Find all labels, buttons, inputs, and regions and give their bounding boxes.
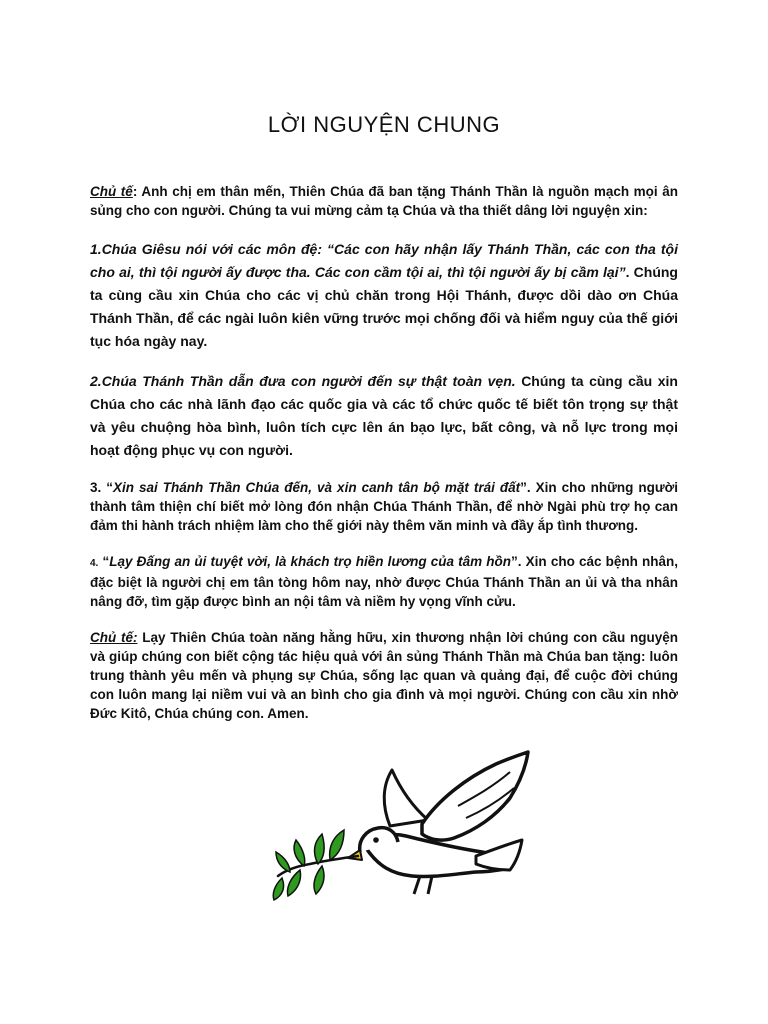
olive-leaf xyxy=(330,830,344,860)
petition-1-lead: Chúa Giêsu nói với các môn đệ: “Các con hãy nhận lấy Thánh Thần, các con tha tội cho ai, thì tội người ấy được tha. Các con cầm tội ai, thì tội người ấy bị cầm lại” xyxy=(90,241,678,280)
dove-with-olive-branch-icon xyxy=(270,748,532,936)
petition-1-text: . Chúng ta cùng cầu xin Chúa cho các vị chủ chăn trong Hội Thánh, được dồi dào ơn Chúa Thánh Thần, để các ngài luôn kiên vững trước mọi chống đối và hiểm nguy của thế giới tục hóa ngày nay. xyxy=(90,264,678,349)
document-page xyxy=(90,0,678,723)
olive-leaf xyxy=(315,834,325,864)
petition-4-text: ”. Xin cho các bệnh nhân, đặc biệt là người chị em tân tòng hôm nay, nhờ được Chúa Thánh Thần an ủi và tha nhân nâng đỡ, tìm gặp được bình an nội tâm và niềm hy vọng vĩnh cửu. xyxy=(90,554,678,609)
closing-speaker: Chủ tế: xyxy=(90,630,138,645)
dove-drawing xyxy=(273,752,528,900)
petition-2-text: Chúng ta cùng cầu xin Chúa cho các nhà lãnh đạo các quốc gia và các tổ chức quốc tế biết tôn trọng sự thật và yêu chuộng hòa bình, luôn tích cực lên án bạo lực, bất công, và nỗ lực trong mọi hoạt động phục vụ con người. xyxy=(90,373,678,458)
petition-3-lead: Xin sai Thánh Thần Chúa đến, và xin canh tân bộ mặt trái đất xyxy=(113,480,521,495)
petition-4-number: 4. xyxy=(90,558,99,569)
petition-3-number: 3. “ xyxy=(90,480,114,495)
olive-leaf xyxy=(273,878,283,900)
petition-4 xyxy=(90,552,678,611)
dove-tail xyxy=(476,840,522,870)
olive-leaf xyxy=(276,852,290,872)
petition-1-number: 1. xyxy=(90,241,102,257)
intro-text: : Anh chị em thân mến, Thiên Chúa đã ban tặng Thánh Thần là nguồn mạch mọi ân sủng cho con người. Chúng ta vui mừng cảm tạ Chúa và tha thiết dâng lời nguyện xin: xyxy=(90,184,679,218)
olive-leaf xyxy=(288,870,301,896)
petition-3-text: ”. Xin cho những người thành tâm thiện chí biết mở lòng đón nhận Chúa Thánh Thần, để nhờ Ngài phù trợ họ can đảm thi hành trách nhiệm làm cho thế giới này thêm văn minh và đầy ắp tình thương. xyxy=(90,480,679,533)
closing-text: Lạy Thiên Chúa toàn năng hằng hữu, xin thương nhận lời chúng con cầu nguyện và giúp chúng con biết cộng tác hiệu quả với ân sủng Thánh Thần mà Chúa ban tặng: luôn trung thành yêu mến và phụng sự Chúa, sống lạc quan và quảng đại, để cuộc đời chúng con luôn mang lại niềm vui và an bình cho gia đình và mọi người. Chúng con cầu xin nhờ Đức Kitô, Chúa chúng con. Amen. xyxy=(90,630,678,721)
petition-2-lead: Chúa Thánh Thần dẫn đưa con người đến sự thật toàn vẹn. xyxy=(101,373,516,389)
olive-leaf xyxy=(294,840,305,866)
petition-4-quote-open: “ xyxy=(98,554,110,569)
olive-leaf xyxy=(314,866,324,894)
petition-2-number: 2. xyxy=(90,373,102,389)
petition-4-lead: Lạy Đấng an ủi tuyệt vời, là khách trọ hiền lương của tâm hồn xyxy=(109,554,512,569)
intro-paragraph xyxy=(90,182,678,220)
closing-paragraph xyxy=(90,628,678,723)
dove-leg xyxy=(414,876,420,894)
dove-beak xyxy=(348,850,362,860)
petition-3 xyxy=(90,478,678,535)
dove-leg xyxy=(428,876,432,894)
petition-1 xyxy=(90,238,678,353)
dove-eye xyxy=(373,837,379,843)
dove-far-wing xyxy=(384,770,428,826)
page-title: LỜI NGUYỆN CHUNG xyxy=(267,112,501,137)
petition-2 xyxy=(90,370,678,462)
intro-speaker: Chủ tế xyxy=(90,184,133,199)
